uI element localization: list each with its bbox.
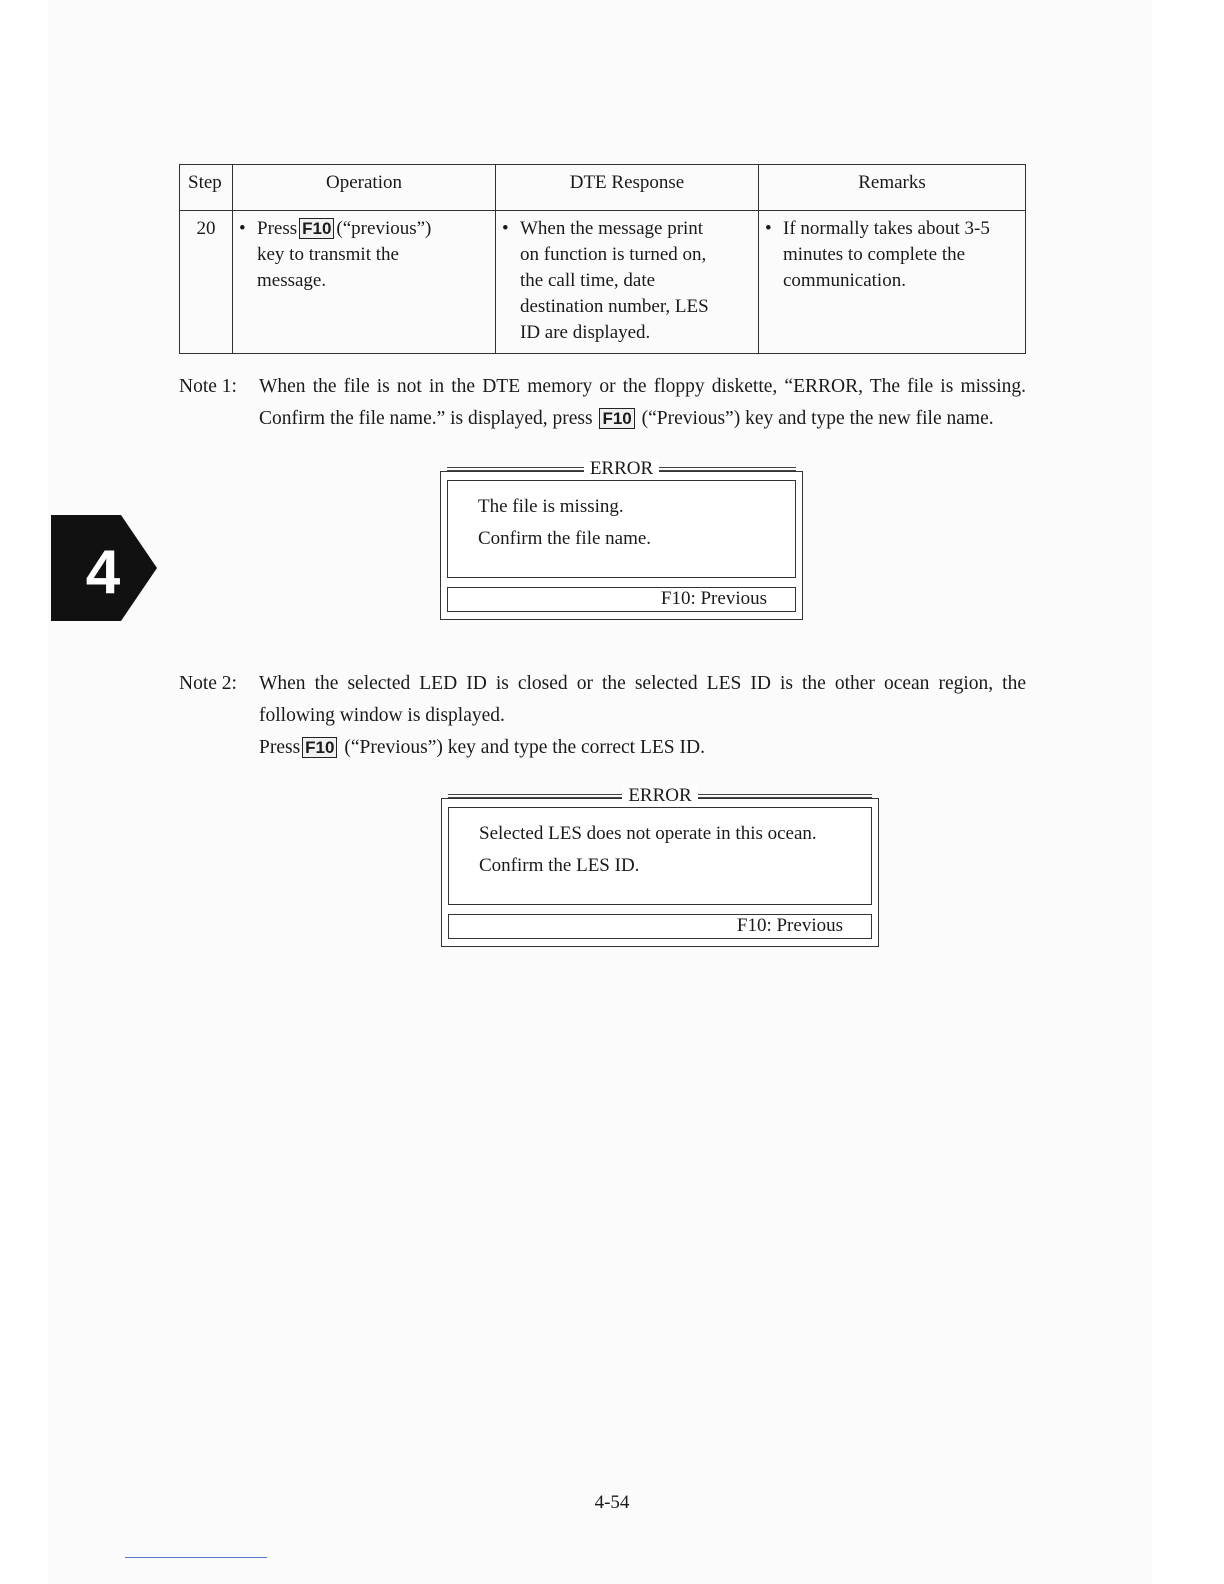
step-number: 20 — [180, 211, 233, 354]
bullet-icon: • — [765, 218, 772, 239]
table-row — [180, 211, 1026, 354]
table-header-row — [180, 165, 1026, 211]
rem-line3: communication. — [783, 270, 906, 291]
op-press-text: Press — [257, 218, 298, 239]
note-1-text-b: (“Previous”) key and type the new file name. — [641, 408, 994, 429]
f10-key-icon: F10 — [299, 218, 334, 239]
chapter-tab-icon — [51, 515, 157, 621]
note-2 — [179, 668, 1026, 764]
op-line3: message. — [257, 270, 327, 291]
note-1-label: Note 1: — [179, 376, 237, 397]
error-window-2-footer: F10: Previous — [448, 914, 872, 939]
op-line1: (“previous”) — [336, 218, 432, 239]
resp-line2: on function is turned on, — [520, 244, 707, 265]
error-window-2-titlebar — [442, 785, 878, 807]
error-window-1-title: ERROR — [584, 458, 659, 480]
bullet-icon: • — [502, 218, 509, 239]
error-window-2-body — [448, 807, 872, 905]
f10-key-icon: F10 — [599, 408, 634, 429]
header-dte-response: DTE Response — [496, 165, 759, 211]
error-window-1 — [440, 458, 803, 620]
error-window-2-line1: Selected LES does not operate in this ocean. — [479, 823, 817, 844]
page-number: 4-54 — [594, 1492, 630, 1513]
resp-line1: When the message print — [520, 218, 704, 239]
error-window-2-line2: Confirm the LES ID. — [479, 855, 640, 876]
error-window-1-line2: Confirm the file name. — [478, 528, 652, 549]
bullet-icon: • — [239, 218, 246, 239]
error-window-2-title: ERROR — [622, 785, 697, 807]
note-2-label: Note 2: — [179, 673, 237, 694]
note-2-text — [259, 668, 1026, 764]
note-1 — [179, 371, 1026, 435]
dte-response-cell — [496, 211, 759, 354]
header-step: Step — [180, 165, 233, 211]
header-operation: Operation — [233, 165, 496, 211]
f10-key-icon: F10 — [302, 737, 337, 758]
resp-line5: ID are displayed. — [520, 322, 651, 343]
resp-line4: destination number, LES — [520, 296, 709, 317]
rem-line1: If normally takes about 3-5 — [783, 218, 990, 239]
note-1-text-a: When the file is not in the DTE memory or the floppy diskette, “ERROR, The file is missing. Confirm the file name.” is displayed, press — [259, 376, 1026, 429]
header-remarks: Remarks — [759, 165, 1026, 211]
operation-table — [179, 164, 1026, 354]
note-2-press: Press — [259, 737, 301, 758]
error-window-1-body — [447, 480, 796, 578]
footer-rule — [125, 1557, 267, 1558]
note-1-text — [259, 371, 1026, 435]
error-window-1-footer: F10: Previous — [447, 587, 796, 612]
operation-cell — [233, 211, 496, 354]
note-2-text-a: When the selected LED ID is closed or the selected LES ID is the other ocean region, the following window is displayed. — [259, 673, 1026, 726]
error-window-2 — [441, 785, 879, 947]
error-window-1-titlebar — [441, 458, 802, 480]
op-line2: key to transmit the — [257, 244, 399, 265]
error-window-1-line1: The file is missing. — [478, 496, 624, 517]
resp-line3: the call time, date — [520, 270, 656, 291]
remarks-cell — [759, 211, 1026, 354]
note-2-text-b: (“Previous”) key and type the correct LES ID. — [344, 737, 705, 758]
chapter-tab-number: 4 — [85, 538, 121, 607]
rem-line2: minutes to complete the — [783, 244, 966, 265]
